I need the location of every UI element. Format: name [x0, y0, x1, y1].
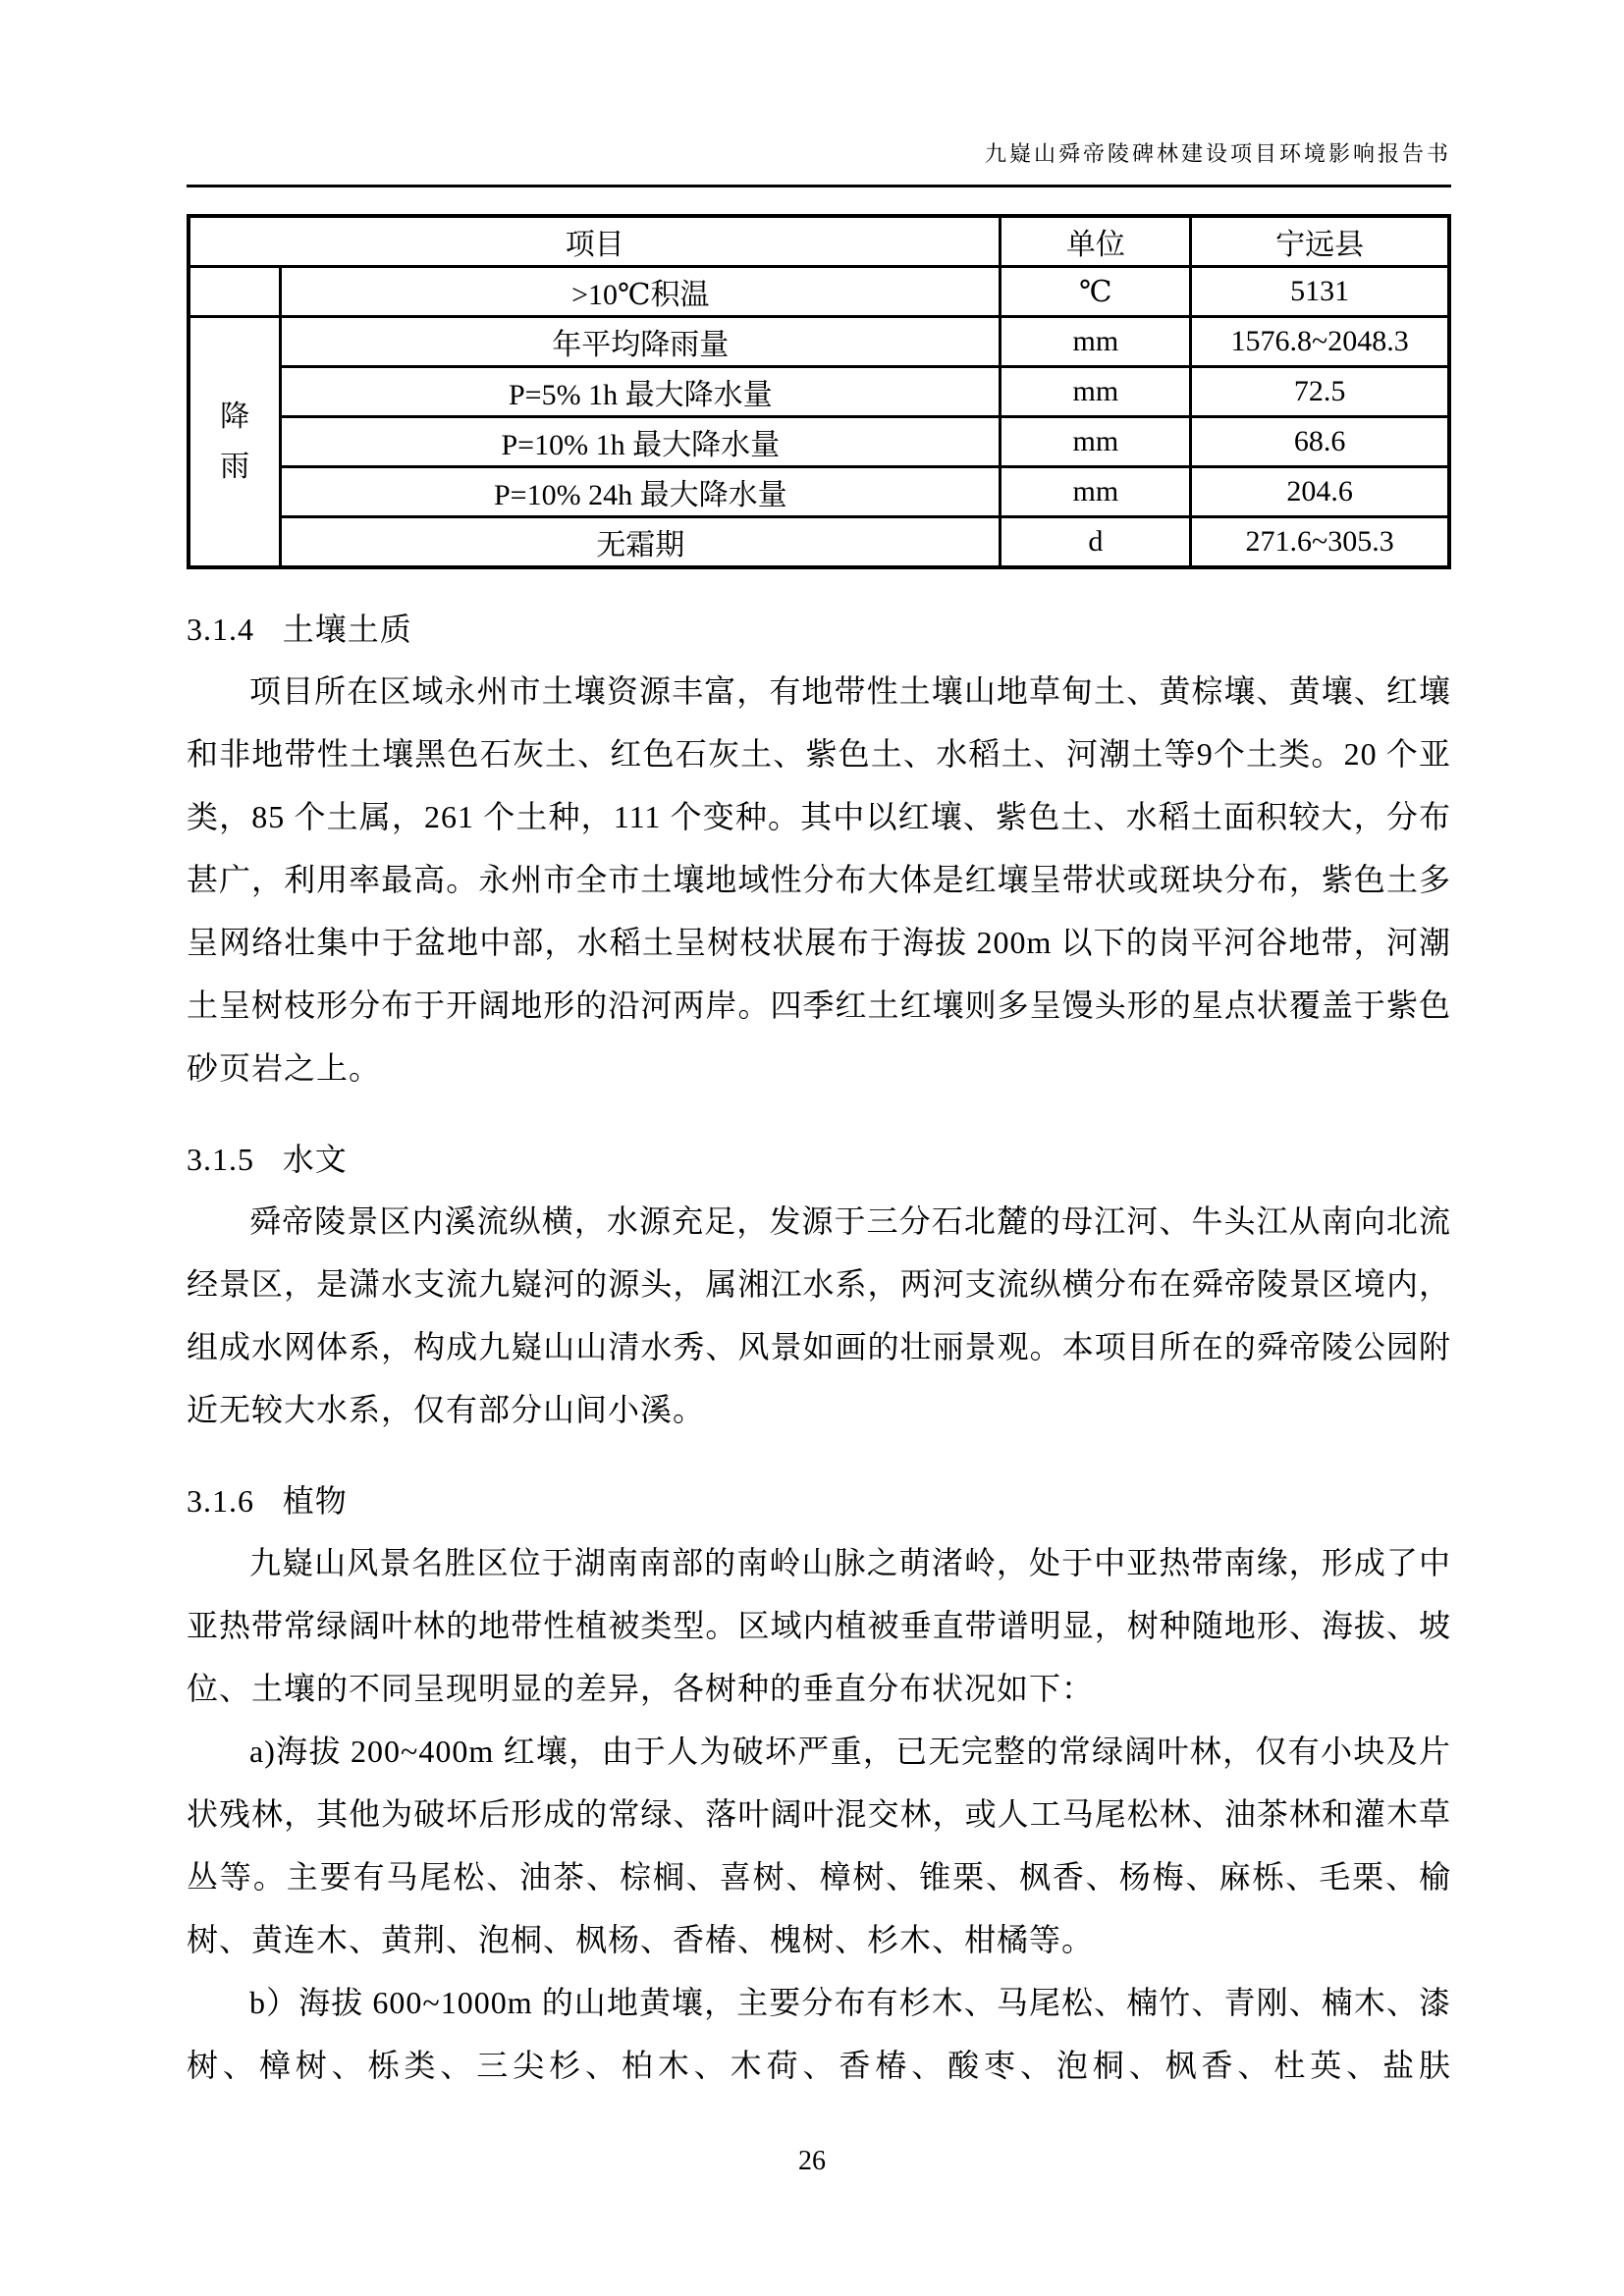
page-content — [187, 0, 1451, 2097]
table-cell-group-rainfall — [189, 317, 281, 568]
table-cell-item: 无霜期 — [281, 517, 1001, 568]
running-header — [187, 141, 1451, 187]
paragraph-soil: 项目所在区域永州市土壤资源丰富，有地带性土壤山地草甸土、黄棕壤、黄壤、红壤和非地带性土壤黑色石灰土、红色石灰土、紫色土、水稻土、河潮土等9个土类。20 个亚类，85 个土属，261 个土种，111 个变种。其中以红壤、紫色土、水稻土面积较大，分布甚广，利用率最高。永州市全市土壤地域性分布大体是红壤呈带状或斑块分布，紫色土多呈网络壮集中于盆地中部，水稻土呈树枝状展布于海拔 200m 以下的岗平河谷地带，河潮土呈树枝形分布于开阔地形的沿河两岸。四季红土红壤则多呈馒头形的星点状覆盖于紫色砂页岩之上。 — [187, 673, 1451, 1086]
paragraph-hydrology: 舜帝陵景区内溪流纵横，水源充足，发源于三分石北麓的母江河、牛头江从南向北流经景区，是潇水支流九嶷河的源头，属湘江水系，两河支流纵横分布在舜帝陵景区境内，组成水网体系，构成九嶷山山清水秀、风景如画的壮丽景观。本项目所在的舜帝陵公园附近无较大水系，仅有部分山间小溪。 — [187, 1203, 1451, 1427]
section-heading-3-1-4 — [187, 609, 1451, 650]
table-cell-item: P=5% 1h 最大降水量 — [281, 367, 1001, 417]
rainfall-group-label: 降雨 — [220, 400, 250, 483]
table-cell-unit: mm — [1001, 417, 1191, 467]
table-cell-unit: mm — [1001, 467, 1191, 517]
table-cell-unit: mm — [1001, 317, 1191, 367]
table-cell-item: P=10% 1h 最大降水量 — [281, 417, 1001, 467]
paragraph-plants-b: b）海拔 600~1000m 的山地黄壤，主要分布有杉木、马尾松、楠竹、青刚、楠木、漆树、樟树、栎类、三尖杉、柏木、木荷、香椿、酸枣、泡桐、枫香、杜英、盐肤 — [187, 1985, 1451, 2083]
table-cell-item: P=10% 24h 最大降水量 — [281, 467, 1001, 517]
table-cell-group-empty — [189, 267, 281, 317]
column-header-region: 宁远县 — [1191, 216, 1449, 267]
table-cell-value: 1576.8~2048.3 — [1191, 317, 1449, 367]
section-heading-3-1-6 — [187, 1480, 1451, 1522]
table-cell-value: 5131 — [1191, 267, 1449, 317]
table-cell-unit: ℃ — [1001, 267, 1191, 317]
table-cell-unit: mm — [1001, 367, 1191, 417]
paragraph-plants-intro: 九嶷山风景名胜区位于湖南南部的南岭山脉之萌渚岭，处于中亚热带南缘，形成了中亚热带常绿阔叶林的地带性植被类型。区域内植被垂直带谱明显，树种随地形、海拔、坡位、土壤的不同呈现明显的差异，各树种的垂直分布状况如下： — [187, 1545, 1451, 1706]
table-row — [189, 367, 1449, 417]
table-row — [189, 267, 1449, 317]
page-number: 26 — [798, 2146, 826, 2176]
column-header-item: 项目 — [189, 216, 1001, 267]
table-row — [189, 317, 1449, 367]
running-header-title: 九嶷山舜帝陵碑林建设项目环境影响报告书 — [984, 141, 1451, 166]
section-number: 3.1.6 — [187, 1483, 254, 1519]
table-cell-value: 204.6 — [1191, 467, 1449, 517]
section-number: 3.1.5 — [187, 1142, 254, 1177]
table-row — [189, 517, 1449, 568]
table-header-row — [189, 216, 1449, 267]
paragraph-plants-a: a)海拔 200~400m 红壤，由于人为破坏严重，已无完整的常绿阔叶林，仅有小块及片状残林，其他为破坏后形成的常绿、落叶阔叶混交林，或人工马尾松林、油茶林和灌木草丛等。主要有马尾松、油茶、棕榈、喜树、樟树、锥栗、枫香、杨梅、麻栎、毛栗、榆树、黄连木、黄荆、泡桐、枫杨、香椿、槐树、杉木、柑橘等。 — [187, 1734, 1451, 1957]
table-row — [189, 417, 1449, 467]
table-row — [189, 467, 1449, 517]
page-footer — [0, 2146, 1624, 2177]
table-cell-item: >10℃积温 — [281, 267, 1001, 317]
section-title: 水文 — [282, 1142, 348, 1177]
table-cell-value: 271.6~305.3 — [1191, 517, 1449, 568]
section-heading-3-1-5 — [187, 1139, 1451, 1180]
table-cell-value: 68.6 — [1191, 417, 1449, 467]
climate-data-table — [187, 214, 1451, 569]
table-cell-value: 72.5 — [1191, 367, 1449, 417]
section-number: 3.1.4 — [187, 612, 254, 647]
table-cell-item: 年平均降雨量 — [281, 317, 1001, 367]
section-title: 植物 — [282, 1483, 348, 1519]
section-title: 土壤土质 — [282, 612, 412, 647]
table-cell-unit: d — [1001, 517, 1191, 568]
column-header-unit: 单位 — [1001, 216, 1191, 267]
